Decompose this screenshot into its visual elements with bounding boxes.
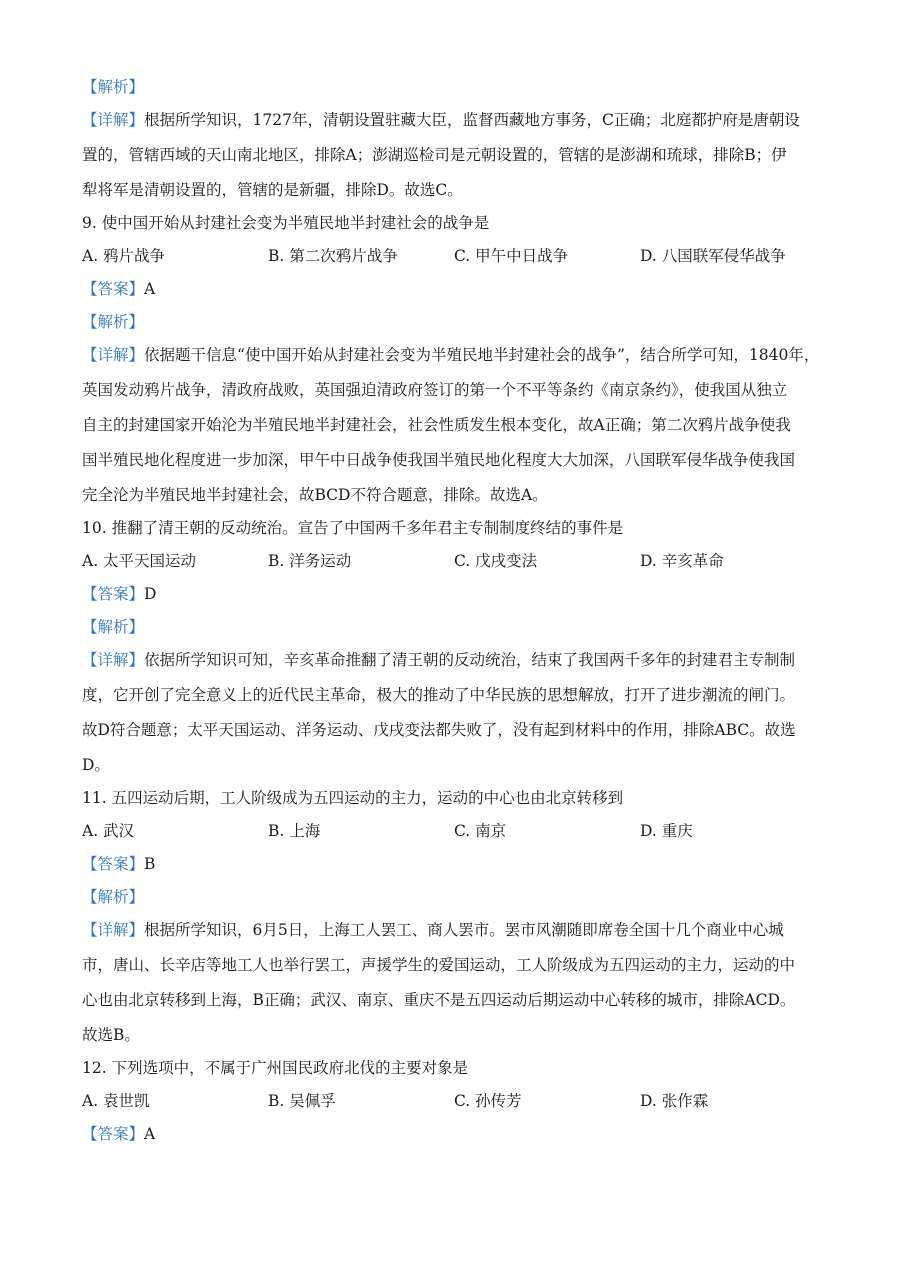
analysis-tag: 【解析】 [82, 313, 145, 331]
detail-line [82, 342, 832, 377]
option-a: A. 太平天国运动 [82, 552, 197, 570]
option-b: B. 洋务运动 [268, 552, 352, 570]
document-content [82, 74, 832, 1154]
option-a: A. 鸦片战争 [82, 247, 166, 265]
detail-text: 根据所学知识，1727年，清朝设置驻藏大臣，监督西藏地方事务，C正确；北庭都护府是唐朝设 [144, 111, 800, 129]
answer-line [82, 851, 832, 884]
option-c: C. 孙传芳 [454, 1092, 522, 1110]
detail-line: 自主的封建国家开始沦为半殖民地半封建社会，社会性质发生根本变化，故A正确；第二次鸦片战争使我 [82, 416, 791, 434]
answer-value: A [144, 1125, 156, 1143]
detail-line: 国半殖民地化程度进一步加深，甲午中日战争使我国半殖民地化程度大大加深，八国联军侵华战争使我国 [82, 451, 796, 469]
detail-line: 犁将军是清朝设置的，管辖的是新疆，排除D。故选C。 [82, 181, 463, 199]
option-d: D. 辛亥革命 [640, 552, 724, 570]
detail-line: 心也由北京转移到上海，B正确；武汉、南京、重庆不是五四运动后期运动中心转移的城市，排除ACD。 [82, 991, 796, 1009]
question-title: 9. 使中国开始从封建社会变为半殖民地半封建社会的战争是 [82, 214, 490, 232]
option-b: B. 吴佩孚 [268, 1092, 336, 1110]
detail-tag: 【详解】 [82, 651, 145, 669]
analysis-tag: 【解析】 [82, 618, 145, 636]
detail-line: 市，唐山、长辛店等地工人也举行罢工，声援学生的爱国运动，工人阶级成为五四运动的主力，运动的中 [82, 956, 796, 974]
answer-line [82, 581, 832, 614]
detail-text: 依据所学知识可知，辛亥革命推翻了清王朝的反动统治，结束了我国两千多年的封建君主专制制 [144, 651, 796, 669]
detail-tag: 【详解】 [82, 921, 145, 939]
option-a: A. 袁世凯 [82, 1092, 150, 1110]
option-d: D. 八国联军侵华战争 [640, 247, 786, 265]
option-d: D. 张作霖 [640, 1092, 709, 1110]
detail-line: 英国发动鸦片战争，清政府战败，英国强迫清政府签订的第一个不平等条约《南京条约》，使我国从独立 [82, 381, 788, 399]
option-b: B. 上海 [268, 822, 321, 840]
option-c: C. 甲午中日战争 [454, 247, 569, 265]
detail-tag: 【详解】 [82, 346, 145, 364]
detail-text: 根据所学知识，6月5日，上海工人罢工、商人罢市。罢市风潮随即席卷全国十几个商业中心城 [144, 921, 784, 939]
answer-value: D [144, 585, 157, 603]
answer-tag: 【答案】 [82, 280, 145, 298]
analysis-heading [82, 884, 832, 917]
option-b: B. 第二次鸦片战争 [268, 247, 398, 265]
detail-line: D。 [82, 756, 110, 774]
detail-line: 完全沦为半殖民地半封建社会，故BCD不符合题意，排除。故选A。 [82, 486, 548, 504]
detail-text: 依据题干信息“使中国开始从封建社会变为半殖民地半封建社会的战争”，结合所学可知，1840年， [144, 346, 820, 364]
detail-line [82, 107, 832, 142]
detail-line: 故D符合题意；太平天国运动、洋务运动、戊戌变法都失败了，没有起到材料中的作用，排除ABC。故选 [82, 721, 796, 739]
options-row [82, 243, 832, 276]
options-row [82, 818, 832, 851]
question-title: 12. 下列选项中，不属于广州国民政府北伐的主要对象是 [82, 1059, 469, 1077]
answer-tag: 【答案】 [82, 855, 145, 873]
analysis-heading [82, 614, 832, 647]
answer-line [82, 1121, 832, 1154]
answer-tag: 【答案】 [82, 585, 145, 603]
question-title: 11. 五四运动后期，工人阶级成为五四运动的主力，运动的中心也由北京转移到 [82, 789, 624, 807]
answer-value: A [144, 280, 156, 298]
detail-line [82, 647, 832, 682]
options-row [82, 548, 832, 581]
analysis-heading [82, 74, 832, 107]
analysis-tag: 【解析】 [82, 888, 145, 906]
option-c: C. 南京 [454, 822, 507, 840]
detail-line [82, 917, 832, 952]
analysis-tag: 【解析】 [82, 78, 145, 96]
answer-value: B [144, 855, 156, 873]
option-c: C. 戊戌变法 [454, 552, 538, 570]
detail-line: 故选B。 [82, 1026, 140, 1044]
detail-line: 置的，管辖西域的天山南北地区，排除A；澎湖巡检司是元朝设置的，管辖的是澎湖和琉球，排除B；伊 [82, 146, 787, 164]
question-title: 10. 推翻了清王朝的反动统治。宣告了中国两千多年君主专制制度终结的事件是 [82, 519, 624, 537]
detail-tag: 【详解】 [82, 111, 145, 129]
answer-line [82, 276, 832, 309]
option-a: A. 武汉 [82, 822, 135, 840]
detail-line: 度，它开创了完全意义上的近代民主革命，极大的推动了中华民族的思想解放，打开了进步潮流的闸门。 [82, 686, 796, 704]
option-d: D. 重庆 [640, 822, 693, 840]
analysis-heading [82, 309, 832, 342]
answer-tag: 【答案】 [82, 1125, 145, 1143]
options-row [82, 1088, 832, 1121]
